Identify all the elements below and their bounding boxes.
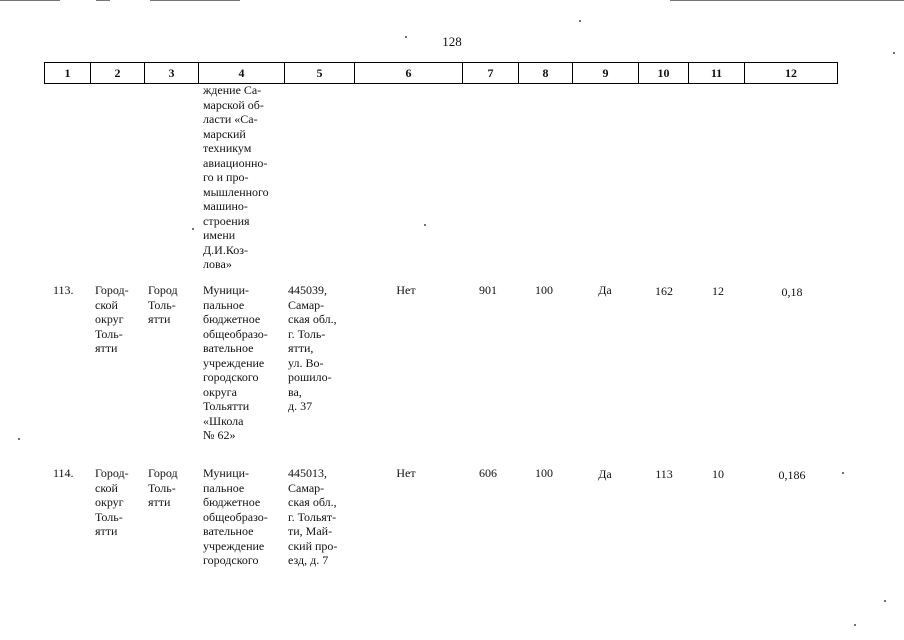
scan-speck <box>192 228 194 230</box>
value-col7: 606 <box>479 466 497 480</box>
address: 445013, Самар- ская обл., г. Тольят- ти, Май- ский про- езд, д. 7 <box>288 466 338 567</box>
settlement: Город Толь- ятти <box>148 283 178 326</box>
column-header: 1 <box>45 63 91 83</box>
municipal-district: Город- ской округ Толь- ятти <box>95 283 129 355</box>
value-col6: Нет <box>396 466 416 480</box>
value-col11: 10 <box>712 467 724 481</box>
scan-speck <box>424 224 426 226</box>
row-number: 113. <box>53 283 74 297</box>
continued-institution-name: ждение Са- марской об- ласти «Са- марский техникум авиационно- го и про- мышленного машино- строения имени Д.И.Коз- лова» <box>203 83 269 271</box>
value-col9: Да <box>598 467 612 481</box>
page-number: 128 <box>442 34 462 49</box>
column-header: 8 <box>519 63 573 83</box>
scan-speck <box>893 52 895 54</box>
column-header: 2 <box>91 63 145 83</box>
scan-edge-mark <box>670 0 904 1</box>
column-header: 6 <box>355 63 463 83</box>
column-header: 3 <box>145 63 199 83</box>
scan-speck <box>884 600 886 602</box>
column-header: 4 <box>199 63 285 83</box>
settlement: Город Толь- ятти <box>148 466 178 509</box>
address: 445039, Самар- ская обл., г. Толь- ятти, ул. Во- рошило- ва, д. 37 <box>288 283 337 413</box>
institution-name: Муници- пальное бюджетное общеобразо- вательное учреждение городского округа Тольятти «Школа № 62» <box>203 283 268 442</box>
value-col11: 12 <box>712 284 724 298</box>
value-col9: Да <box>598 283 612 297</box>
value-col10: 113 <box>655 467 673 481</box>
column-header: 9 <box>573 63 639 83</box>
municipal-district: Город- ской округ Толь- ятти <box>95 466 129 538</box>
value-col12: 0,18 <box>781 285 803 299</box>
value-col7: 901 <box>479 283 497 297</box>
institution-name: Муници- пальное бюджетное общеобразо- вательное учреждение городского <box>203 466 268 567</box>
value-col6: Нет <box>396 283 416 297</box>
column-header: 10 <box>639 63 689 83</box>
column-header: 7 <box>463 63 519 83</box>
scan-speck <box>854 624 856 626</box>
scan-edge-mark <box>150 0 240 1</box>
scan-edge-mark <box>0 0 60 1</box>
value-col8: 100 <box>535 466 553 480</box>
row-number: 114. <box>53 466 74 480</box>
scan-speck <box>842 472 844 474</box>
column-header: 5 <box>285 63 355 83</box>
value-col8: 100 <box>535 283 553 297</box>
value-col10: 162 <box>655 284 673 298</box>
column-header: 12 <box>785 65 797 80</box>
scan-speck <box>18 438 20 440</box>
scan-edge-mark <box>96 0 110 1</box>
column-header: 11 <box>689 63 745 83</box>
scan-speck <box>579 20 581 22</box>
column-header-row <box>44 62 838 84</box>
value-col12: 0,186 <box>778 468 806 482</box>
